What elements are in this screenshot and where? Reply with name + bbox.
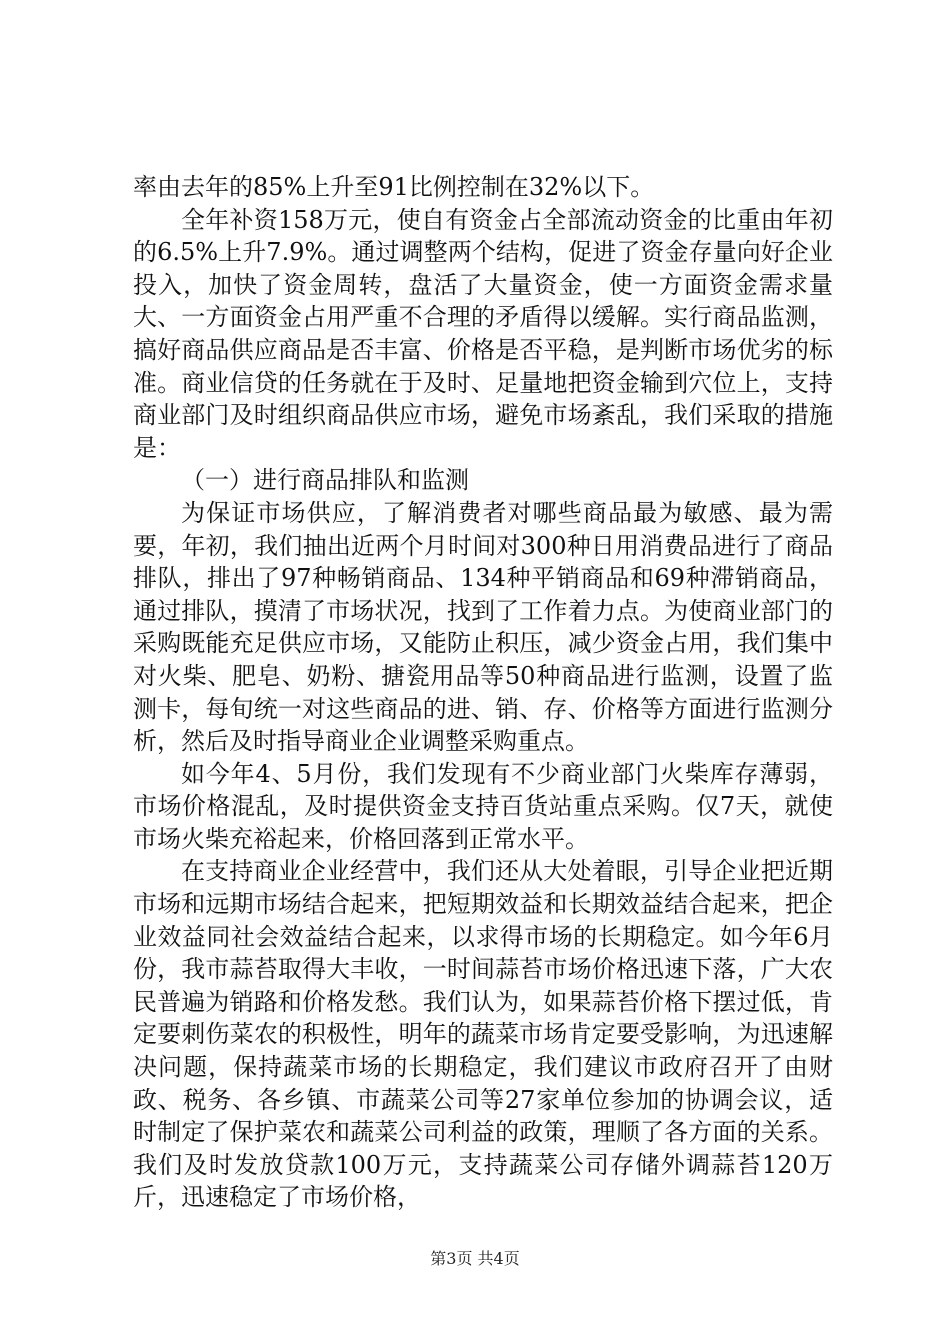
paragraph-continuation: 率由去年的85%上升至91比例控制在32%以下。 <box>133 173 655 201</box>
page-number-footer: 第3页 共4页 <box>430 1249 520 1268</box>
paragraph-matches-example: 如今年4、5月份，我们发现有不少商业部门火柴库存薄弱，市场价格混乱，及时提供资金支持百货站重点采购。仅7天，就使市场火柴充裕起来，价格回落到正常水平。 <box>133 759 833 853</box>
document-body <box>133 171 833 1214</box>
paragraph-funding: 全年补资158万元，使自有资金占全部流动资金的比重由年初的6.5%上升7.9%。通过调整两个结构，促进了资金存量向好企业投入，加快了资金周转，盘活了大量资金，使一方面资金需求量大、一方面资金占用严重不合理的矛盾得以缓解。实行商品监测，搞好商品供应商品是否丰富、价格是否平稳，是判断市场优劣的标准。商业信贷的任务就在于及时、足量地把资金输到穴位上，支持商业部门及时组织商品供应市场，避免市场紊乱，我们采取的措施是： <box>133 205 833 462</box>
paragraph-garlic-example: 在支持商业企业经营中，我们还从大处着眼，引导企业把近期市场和远期市场结合起来，把短期效益和长期效益结合起来，把企业效益同社会效益结合起来，以求得市场的长期稳定。如今年6月份，我市蒜苔取得大丰收，一时间蒜苔市场价格迅速下落，广大农民普遍为销路和价格发愁。我们认为，如果蒜苔价格下摆过低，肯定要刺伤菜农的积极性，明年的蔬菜市场肯定要受影响，为迅速解决问题，保持蔬菜市场的长期稳定，我们建议市政府召开了由财政、税务、各乡镇、市蔬菜公司等27家单位参加的协调会议，适时制定了保护菜农和蔬菜公司利益的政策，理顺了各方面的关系。我们及时发放贷款100万元，支持蔬菜公司存储外调蒜苔120万斤，迅速稳定了市场价格， <box>133 857 833 1212</box>
section-heading: （一）进行商品排队和监测 <box>181 466 469 495</box>
paragraph-monitoring: 为保证市场供应，了解消费者对哪些商品最为敏感、最为需要，年初，我们抽出近两个月时间对300种日用消费品进行了商品排队，排出了97种畅销商品、134种平销商品和69种滞销商品，通过排队，摸清了市场状况，找到了工作着力点。为使商业部门的采购既能充足供应市场，又能防止积压，减少资金占用，我们集中对火柴、肥皂、奶粉、搪瓷用品等50种商品进行监测，设置了监测卡，每旬统一对这些商品的进、销、存、价格等方面进行监测分析，然后及时指导商业企业调整采购重点。 <box>133 498 833 756</box>
